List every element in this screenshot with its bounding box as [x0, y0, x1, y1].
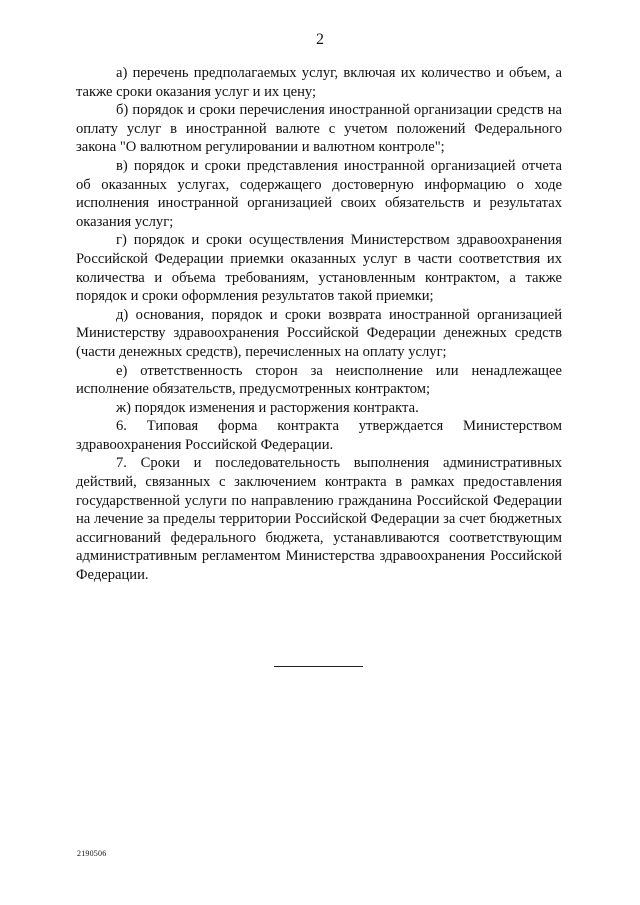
- paragraph-7: 7. Сроки и последовательность выполнения административных действий, связанных с заключением контракта в рамках предоставления государственной услуги по направлению гражданина Российской Федерации на лечение за пределы территории Российской Федерации за счет бюджетных ассигнований федерального бюджета, устанавливаются соответствующим административным регламентом Министерства здравоохранения Российской Федерации.: [76, 455, 562, 584]
- document-body: [76, 64, 562, 585]
- document-code: 2190506: [77, 849, 107, 858]
- paragraph-v: в) порядок и сроки представления иностранной организацией отчета об оказанных услугах, содержащего достоверную информацию о ходе исполнения иностранной организацией своих обязательств и результатах оказания услуг;: [76, 157, 562, 230]
- paragraph-e: е) ответственность сторон за неисполнение или ненадлежащее исполнение обязательств, предусмотренных контрактом;: [76, 362, 562, 398]
- page-number: 2: [316, 31, 324, 48]
- paragraph-6: 6. Типовая форма контракта утверждается Министерством здравоохранения Российской Федерации.: [76, 418, 562, 453]
- paragraph-b: б) порядок и сроки перечисления иностранной организации средств на оплату услуг в иностранной валюте с учетом положений Федерального закона "О валютном регулировании и валютном контроле";: [76, 102, 562, 156]
- end-separator-line: [274, 666, 363, 667]
- paragraph-g: г) порядок и сроки осуществления Министерством здравоохранения Российской Федерации приемки оказанных услуг в части соответствия их количества и объема требованиям, установленным контрактом, а также порядок и сроки оформления результатов такой приемки;: [76, 232, 562, 305]
- paragraph-zh: ж) порядок изменения и расторжения контракта.: [116, 399, 419, 416]
- paragraph-a: а) перечень предполагаемых услуг, включая их количество и объем, а также сроки оказания услуг и их цену;: [76, 65, 562, 100]
- paragraph-d: д) основания, порядок и сроки возврата иностранной организацией Министерству здравоохранения Российской Федерации денежных средств (части денежных средств), перечисленных на оплату услуг;: [76, 306, 562, 360]
